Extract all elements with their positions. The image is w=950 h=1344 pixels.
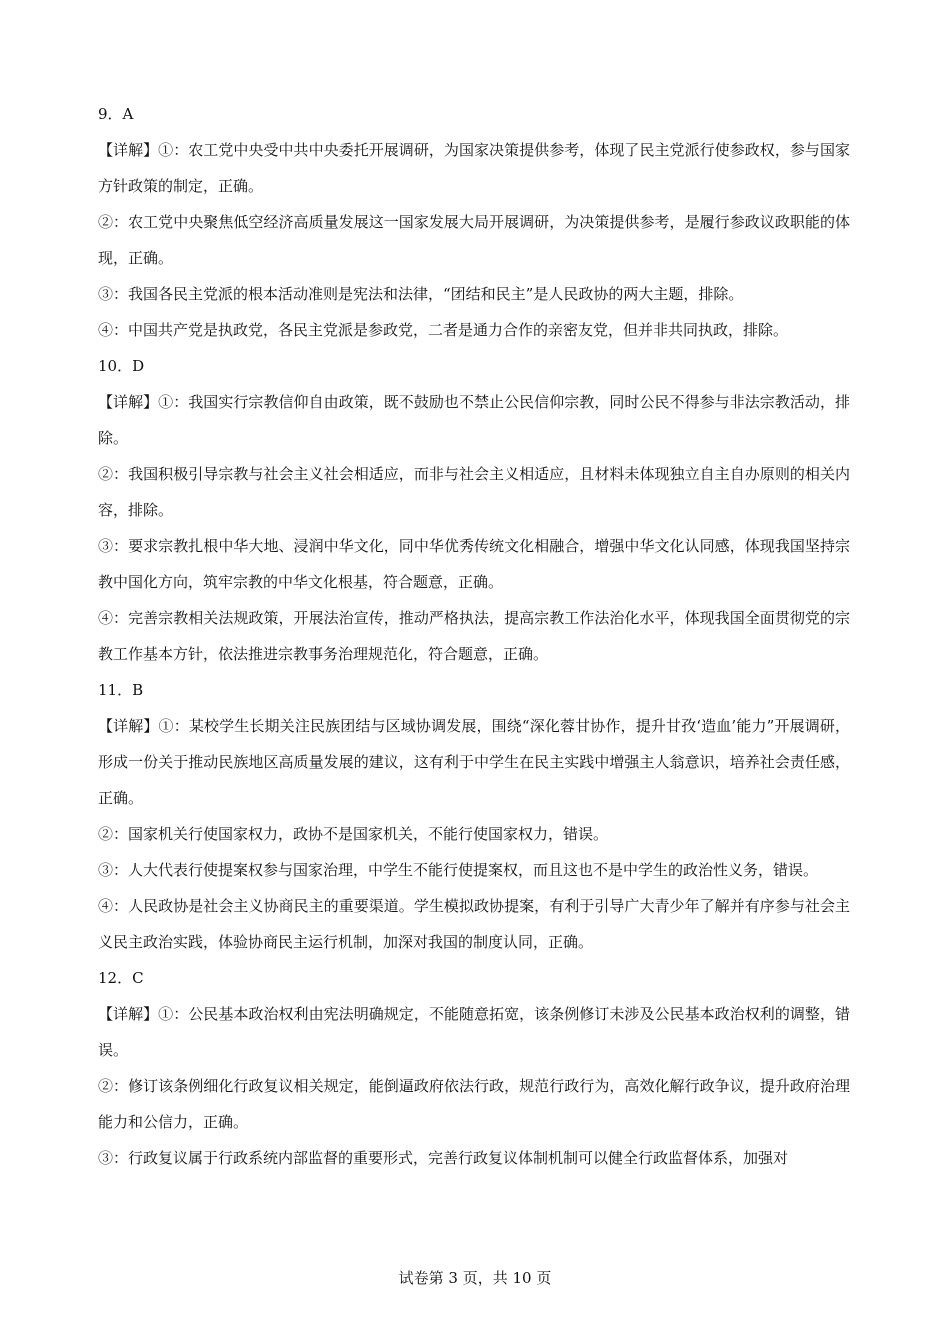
explanation-line: ②：农工党中央聚焦低空经济高质量发展这一国家发展大局开展调研，为决策提供参考，是履行参政议政职能的体现，正确。 (98, 213, 850, 267)
question-number: 11．B (98, 681, 144, 699)
explanation-line: ③：我国各民主党派的根本活动准则是宪法和法律，“团结和民主”是人民政协的两大主题，排除。 (98, 285, 744, 303)
explanation-line: ②：修订该条例细化行政复议相关规定，能倒逼政府依法行政，规范行政行为，高效化解行政争议，提升政府治理能力和公信力，正确。 (98, 1077, 850, 1131)
question-block-10 (98, 348, 850, 672)
explanation-line: ④：人民政协是社会主义协商民主的重要渠道。学生模拟政协提案，有利于引导广大青少年了解并有序参与社会主义民主政治实践，体验协商民主运行机制，加深对我国的制度认同，正确。 (98, 897, 850, 951)
explanation-line: ④：中国共产党是执政党，各民主党派是参政党，二者是通力合作的亲密友党，但并非共同执政，排除。 (98, 321, 789, 339)
explanation-line: ④：完善宗教相关法规政策，开展法治宣传，推动严格执法，提高宗教工作法治化水平，体现我国全面贯彻党的宗教工作基本方针，依法推进宗教事务治理规范化，符合题意，正确。 (98, 609, 850, 663)
explanation-line: ③：要求宗教扎根中华大地、浸润中华文化，同中华优秀传统文化相融合，增强中华文化认同感，体现我国坚持宗教中国化方向，筑牢宗教的中华文化根基，符合题意，正确。 (98, 537, 850, 591)
question-block-9 (98, 96, 850, 348)
question-number: 12．C (98, 969, 144, 987)
explanation-line: ②：我国积极引导宗教与社会主义社会相适应，而非与社会主义相适应，且材料未体现独立自主自办原则的相关内容，排除。 (98, 465, 850, 519)
explanation-line: 【详解】①：农工党中央受中共中央委托开展调研，为国家决策提供参考，体现了民主党派行使参政权，参与国家方针政策的制定，正确。 (98, 141, 850, 195)
answer-content (98, 96, 850, 1176)
explanation-line: ②：国家机关行使国家权力，政协不是国家机关，不能行使国家权力，错误。 (98, 825, 609, 843)
explanation-line: 【详解】①：我国实行宗教信仰自由政策，既不鼓励也不禁止公民信仰宗教，同时公民不得参与非法宗教活动，排除。 (98, 393, 850, 447)
page-footer: 试卷第 3 页，共 10 页 (398, 1269, 552, 1287)
question-block-12 (98, 960, 850, 1176)
explanation-line: ③：人大代表行使提案权参与国家治理，中学生不能行使提案权，而且这也不是中学生的政治性义务，错误。 (98, 861, 819, 879)
explanation-line: ③：行政复议属于行政系统内部监督的重要形式，完善行政复议体制机制可以健全行政监督体系，加强对 (98, 1149, 789, 1167)
explanation-line: 【详解】①：某校学生长期关注民族团结与区域协调发展，围绕“深化蓉甘协作，提升甘孜‘造血’能力”开展调研，形成一份关于推动民族地区高质量发展的建议，这有利于中学生在民主实践中增强主人翁意识，培养社会责任感，正确。 (98, 717, 850, 807)
explanation-line: 【详解】①：公民基本政治权利由宪法明确规定，不能随意拓宽，该条例修订未涉及公民基本政治权利的调整，错误。 (98, 1005, 850, 1059)
question-number: 9．A (98, 105, 134, 123)
question-number: 10．D (98, 357, 145, 375)
question-block-11 (98, 672, 850, 960)
